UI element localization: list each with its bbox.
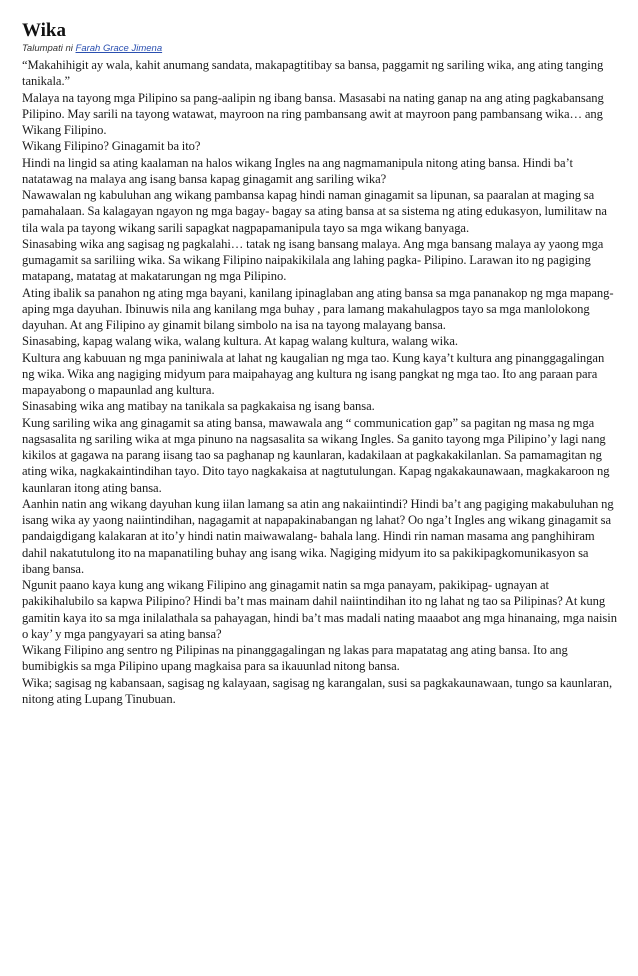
paragraph: Wikang Filipino? Ginagamit ba ito? (22, 139, 201, 154)
document-title: Wika (22, 20, 67, 41)
paragraph: Sinasabing wika ang matibay na tanikala sa pagkakaisa ng isang bansa. (22, 399, 375, 414)
document-body (22, 57, 618, 707)
paragraph: Ngunit paano kaya kung ang wikang Filipino ang ginagamit natin sa mga panayam, pakikipag- ugnayan at pakikihalubilo sa kapwa Pilipino? Hindi ba’t mas mainam dahil naiintindihan ito ng lahat ng tao sa Pilipinas? At kung gamitin kaya ito sa mga inilalathala sa pahayagan, hindi ba’t mas madali nating maaabot ang mga hinanaing, mga naisin o kay’ y mga pangyayari sa ating bansa? (22, 578, 617, 641)
paragraph: Nawawalan ng kabuluhan ang wikang pambansa kapag hindi naman ginagamit sa lipunan, sa paaralan at maging sa pamahalaan. Sa kalagayan ngayon ng mga bagay- bagay sa ating bansa at sa sistema ng ating edukasyon, lumilitaw na tila wala pa tayong wikang sarili sapagkat nagpapamanipula tayo sa mga wikang banyaga. (22, 188, 607, 235)
paragraph: Aanhin natin ang wikang dayuhan kung iilan lamang sa atin ang nakaiintindi? Hindi ba’t ang pagiging makabuluhan ng isang wika ay yaong naiintindihan, nagagamit at napapakinabangan ng lahat? Oo nga’t Ingles ang wikang ginagamit sa pandaigdigang kalakaran at ito’y hindi natin maiwawalang- bahala lang. Hindi rin naman masama ang panghihiram dahil nakatutulong ito na mapanatiling buhay ang isang wika. Nagiging midyum ito sa pakikipagkomunikasyon sa ibang bansa. (22, 496, 614, 576)
paragraph: Hindi na lingid sa ating kaalaman na halos wikang Ingles na ang nagmamanipula nitong ating bansa. Hindi ba’t natatawag na malaya ang isang bansa kapag ginagamit ang sariling wika? (22, 155, 573, 186)
paragraph: Sinasabing, kapag walang wika, walang kultura. At kapag walang kultura, walang wika. (22, 334, 458, 349)
document-page (22, 20, 618, 707)
paragraph: “Makahihigit ay wala, kahit anumang sandata, makapagtitibay sa bansa, paggamit ng sariling wika, ang ating tanging tanikala.” (22, 58, 604, 89)
paragraph: Sinasabing wika ang sagisag ng pagkalahi… tatak ng isang bansang malaya. Ang mga bansang malaya ay yaong mga gumagamit sa sariliing wika. Sa wikang Filipino naipakikilala ang lahing pagka- Pilipino. Larawan ito ng pagiging matapang, matatag at makatarungan ng mga Pilipino. (22, 236, 604, 284)
author-link[interactable]: Farah Grace Jimena (75, 43, 163, 54)
paragraph: Ating ibalik sa panahon ng ating mga bayani, kanilang ipinaglaban ang ating bansa sa mga pananakop ng mga mapang- aping mga dayuhan. Ibinuwis nila ang kanilang mga buhay , para lamang makahulagpos tayo sa mga manlolokong dayuhan. At ang Filipino ay ginamit bilang simbolo na isa na tayong malayang bansa. (22, 285, 614, 332)
paragraph: Malaya na tayong mga Pilipino sa pang-aalipin ng ibang bansa. Masasabi na nating ganap na ang ating pagkabansang Pilipino. May sarili na tayong watawat, mayroon na ring pambansang awit at mayroon pang pambansang wika… ang Wikang Filipino. (22, 90, 604, 137)
paragraph: Kung sariling wika ang ginagamit sa ating bansa, mawawala ang “ communication gap” sa pagitan ng masa ng mga nagsasalita ng sariling wika at mga pinuno na nagsasalita sa wikang Ingles. Sa ganito tayong mga Pilipino’y lagi nang kikilos at gagawa na parang iisang tao sa paghanap ng kaunlaran, kadakilaan at pagkakakilanlan. Sa pamamagitan ng ating wika, nagkakaintindihan tayo. Dito tayo nagkakaisa at nagtutulungan. Kapag ngakakaunawaan, magkakaroon ng kaunlaran itong ating bansa. (22, 415, 610, 495)
byline (22, 42, 618, 55)
paragraph: Wikang Filipino ang sentro ng Pilipinas na pinanggagalingan ng lakas para mapatatag ang ating bansa. Ito ang bumibigkis sa mga Pilipino upang magkaisa para sa ikauunlad nitong bansa. (22, 643, 568, 674)
paragraph: Kultura ang kabuuan ng mga paniniwala at lahat ng kaugalian ng mga tao. Kung kaya’t kultura ang pinanggagalingan ng wika. Wika ang nagiging midyum para maipahayag ang kultura ng isang pangkat ng mga tao. Ito ang paraan para mapayabong o mapaunlad ang kultura. (22, 350, 605, 397)
paragraph: Wika; sagisag ng kabansaan, sagisag ng kalayaan, sagisag ng karangalan, susi sa pagkakaunawaan, tungo sa kaunlaran, nitong ating Lupang Tinubuan. (22, 675, 613, 706)
byline-prefix: Talumpati ni (22, 43, 73, 54)
